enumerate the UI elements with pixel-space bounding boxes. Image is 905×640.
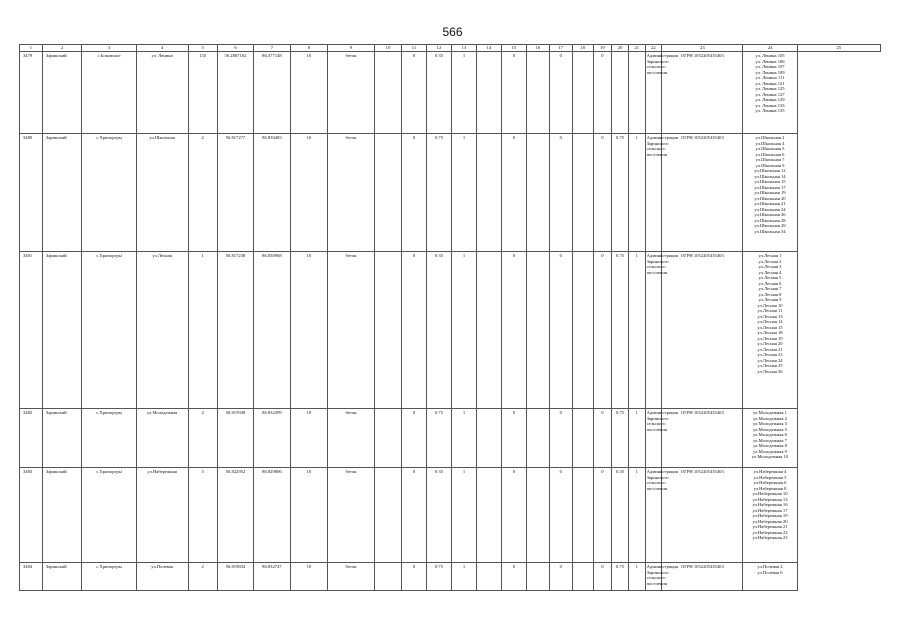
latitude: 56.815938 xyxy=(217,409,253,468)
address-item: ул.Молодежная 2 xyxy=(753,415,787,421)
address-item: ул.Лесная 26 xyxy=(757,368,783,374)
surface-type: бетон xyxy=(328,409,375,468)
house-number: 2 xyxy=(188,134,217,252)
street: ул.Лесная xyxy=(136,252,188,409)
col-22 xyxy=(628,52,645,134)
district: Заринский xyxy=(42,252,82,409)
col-20: 0 xyxy=(593,252,612,409)
address-item: ул.Набережная 17 xyxy=(752,507,788,513)
count: 10 xyxy=(290,563,327,591)
empty-cell xyxy=(526,563,549,591)
address-item: ул.Лесная 15 xyxy=(757,324,783,330)
empty-cell xyxy=(374,468,401,563)
col-18: 0 xyxy=(549,52,572,134)
empty-cell xyxy=(572,52,593,134)
address-item: ул.Лесная 3 xyxy=(758,264,782,269)
empty-cell xyxy=(526,252,549,409)
address-item: ул.Набережная 13 xyxy=(752,496,788,502)
col-21: 0.35 xyxy=(612,468,629,563)
address-item: ул.Набережная 6 xyxy=(753,480,787,485)
longitude: 86.829806 xyxy=(254,468,290,563)
col-20: 0 xyxy=(593,409,612,468)
col-13: 0.75 xyxy=(426,563,451,591)
address-item: ул.Лесная 2 xyxy=(758,258,782,264)
row-id: 3484 xyxy=(20,563,43,591)
column-number: 22 xyxy=(645,45,662,52)
row-id: 3480 xyxy=(20,134,43,252)
address-item: ул.Набережная 16 xyxy=(752,502,788,507)
address-item: ул. Ленина 133 xyxy=(755,102,785,108)
served-addresses xyxy=(743,134,797,252)
surface-type: бетон xyxy=(328,134,375,252)
longitude: 86.830483 xyxy=(254,134,290,252)
column-number: 19 xyxy=(593,45,612,52)
address-item: ул.Лесная 24 xyxy=(757,357,783,363)
address-item: ул.Школьная 6 xyxy=(755,151,785,157)
served-addresses xyxy=(743,409,797,468)
col-21: 0.75 xyxy=(612,563,629,591)
address-item: ул. Ленина 127 xyxy=(755,91,785,97)
col-18: 0 xyxy=(549,252,572,409)
settlement: с.Хрипоргры xyxy=(82,409,136,468)
address-item: ул. Ленина 121 xyxy=(755,80,785,86)
served-addresses xyxy=(743,563,797,591)
owner-name: Администрация Заринского сельского поселения xyxy=(645,563,662,591)
row-id: 3481 xyxy=(20,252,43,409)
empty-cell xyxy=(374,409,401,468)
column-number: 17 xyxy=(549,45,572,52)
latitude: 56.817277 xyxy=(217,134,253,252)
address-item: ул. Ленина 105 xyxy=(755,53,785,58)
col-16: 0 xyxy=(501,52,526,134)
column-number: 14 xyxy=(476,45,501,52)
surface-type: бетон xyxy=(328,468,375,563)
column-number: 16 xyxy=(526,45,549,52)
col-12: 0 xyxy=(402,563,427,591)
column-number: 20 xyxy=(612,45,629,52)
ogrn: ОГРН 1052205435403 xyxy=(662,252,743,409)
street: ул.Молодежная xyxy=(136,409,188,468)
col-21: 0.75 xyxy=(612,252,629,409)
col-21: 0.75 xyxy=(612,409,629,468)
address-item: ул.Лесная 4 xyxy=(758,269,782,275)
owner-name: Администрация Заринского сельского поселения xyxy=(645,52,662,134)
count: 10 xyxy=(290,134,327,252)
col-16: 0 xyxy=(501,468,526,563)
ogrn: ОГРН 1052205435403 xyxy=(662,563,743,591)
table-row xyxy=(20,252,881,409)
col-22: 1 xyxy=(628,134,645,252)
col-22: 1 xyxy=(628,252,645,409)
surface-type: бетон xyxy=(328,563,375,591)
address-item: ул.Набережная 21 xyxy=(752,524,788,529)
empty-cell xyxy=(476,52,501,134)
address-item: ул.Молодежная 9 xyxy=(753,448,787,454)
col-14: 1 xyxy=(451,134,476,252)
address-item: ул.Школьная 14 xyxy=(754,173,786,179)
address-item: ул.Школьная 15 xyxy=(754,179,786,184)
empty-cell xyxy=(476,409,501,468)
address-item: ул.Набережная 20 xyxy=(752,518,788,524)
latitude: 56.2807102 xyxy=(217,52,253,134)
table-row xyxy=(20,52,881,134)
col-16: 0 xyxy=(501,134,526,252)
owner-name: Администрация Заринского сельского поселения xyxy=(645,252,662,409)
count: 10 xyxy=(290,468,327,563)
address-item: ул.Школьная 21 xyxy=(754,201,786,206)
latitude: 56.819834 xyxy=(217,563,253,591)
empty-cell xyxy=(526,134,549,252)
settlement: с.Хрипоргры xyxy=(82,252,136,409)
address-item: ул.Молодежная 10 xyxy=(751,454,789,459)
address-item: ул.Лесная 21 xyxy=(757,346,783,352)
col-16: 0 xyxy=(501,409,526,468)
address-item: ул.Школьная 19 xyxy=(754,190,786,195)
address-item: ул.Полевая 6 xyxy=(757,569,783,575)
address-item: ул.Лесная 13 xyxy=(757,313,783,319)
column-number: 3 xyxy=(82,45,136,52)
served-addresses xyxy=(743,52,797,134)
empty-cell xyxy=(526,52,549,134)
address-item: ул.Школьная 26 xyxy=(754,212,786,217)
address-item: ул.Молодежная 3 xyxy=(753,421,787,426)
empty-cell xyxy=(476,563,501,591)
column-number: 25 xyxy=(797,45,880,52)
street: ул.Набережная xyxy=(136,468,188,563)
ogrn: ОГРН 1052205435403 xyxy=(662,468,743,563)
col-13: 0.75 xyxy=(426,409,451,468)
empty-cell xyxy=(526,468,549,563)
address-item: ул.Лесная 18 xyxy=(757,330,783,335)
col-18: 0 xyxy=(549,409,572,468)
column-number: 9 xyxy=(328,45,375,52)
street: ул.Школьная xyxy=(136,134,188,252)
address-item: ул.Молодежная 6 xyxy=(753,432,787,437)
owner-name: Администрация Заринского сельского поселения xyxy=(645,409,662,468)
page-number: 566 xyxy=(442,25,463,39)
address-item: ул.Молодежная 5 xyxy=(753,426,787,432)
address-item: ул.Лесная 23 xyxy=(757,352,783,357)
address-item: ул.Лесная 20 xyxy=(757,341,783,346)
address-item: ул.Набережная 19 xyxy=(752,513,788,518)
surface-type: бетон xyxy=(328,52,375,134)
longitude: 86.832399 xyxy=(254,409,290,468)
column-number: 6 xyxy=(217,45,253,52)
district: Заринский xyxy=(42,409,82,468)
served-addresses xyxy=(743,252,797,409)
col-13: 0.35 xyxy=(426,468,451,563)
address-item: ул.Школьная 4 xyxy=(755,140,785,146)
col-13: 0.35 xyxy=(426,52,451,134)
house-number: 1 xyxy=(188,252,217,409)
table-row xyxy=(20,134,881,252)
empty-cell xyxy=(374,134,401,252)
latitude: 56.817238 xyxy=(217,252,253,409)
col-18: 0 xyxy=(549,563,572,591)
col-20: 0 xyxy=(593,52,612,134)
column-number: 23 xyxy=(662,45,743,52)
address-item: ул. Ленина 129 xyxy=(755,97,785,102)
address-item: ул.Набережная 22 xyxy=(752,529,788,535)
owner-name: Администрация Заринского сельского поселения xyxy=(645,134,662,252)
settlement: с.Боковское xyxy=(82,52,136,134)
longitude: 86.830968 xyxy=(254,252,290,409)
address-item: ул. Ленина 109 xyxy=(755,69,785,75)
address-item: ул.Набережная 8 xyxy=(753,485,787,491)
district: Заринский xyxy=(42,468,82,563)
settlement: с.Хрипоргры xyxy=(82,563,136,591)
address-item: ул.Школьная 28 xyxy=(754,217,786,223)
address-item: ул. Ленина 107 xyxy=(755,64,785,69)
address-item: ул.Набережная 5 xyxy=(753,474,787,480)
house-number: 2 xyxy=(188,563,217,591)
column-number: 5 xyxy=(188,45,217,52)
table-row xyxy=(20,468,881,563)
address-item: ул.Школьная 9 xyxy=(755,162,785,168)
col-12: 0 xyxy=(402,468,427,563)
count: 10 xyxy=(290,52,327,134)
address-item: ул.Лесная 14 xyxy=(757,319,783,324)
address-item: ул.Лесная 5 xyxy=(758,275,782,280)
longitude: 86.377148 xyxy=(254,52,290,134)
address-item: ул.Лесная 10 xyxy=(757,302,783,308)
address-item: ул.Школьная 24 xyxy=(754,206,786,212)
column-number: 13 xyxy=(451,45,476,52)
empty-cell xyxy=(572,468,593,563)
settlement: с.Хрипоргры xyxy=(82,468,136,563)
col-14: 1 xyxy=(451,409,476,468)
address-item: ул.Молодежная 7 xyxy=(753,437,787,443)
empty-cell xyxy=(572,134,593,252)
empty-cell xyxy=(476,468,501,563)
empty-cell xyxy=(526,409,549,468)
count: 10 xyxy=(290,409,327,468)
longitude: 86.832747 xyxy=(254,563,290,591)
table-row xyxy=(20,409,881,468)
address-item: ул.Лесная 1 xyxy=(758,253,782,258)
column-number: 7 xyxy=(254,45,290,52)
address-item: ул. Ленина 135 xyxy=(755,108,785,113)
col-14: 1 xyxy=(451,52,476,134)
registry-table xyxy=(19,44,881,591)
column-number: 1 xyxy=(20,45,43,52)
address-item: ул.Школьная 12 xyxy=(754,168,786,173)
table-row xyxy=(20,563,881,591)
address-item: ул.Молодежная 8 xyxy=(753,443,787,448)
address-item: ул.Набережная 4 xyxy=(753,469,787,474)
address-item: ул.Лесная 6 xyxy=(758,280,782,286)
col-22: 1 xyxy=(628,468,645,563)
served-addresses xyxy=(743,468,797,563)
ogrn: ОГРН 1052205435403 xyxy=(662,134,743,252)
address-item: ул. Ленина 111 xyxy=(755,75,785,80)
empty-cell xyxy=(572,252,593,409)
col-21: 0.75 xyxy=(612,134,629,252)
count: 10 xyxy=(290,252,327,409)
address-item: ул.Лесная 11 xyxy=(757,308,783,313)
col-22: 1 xyxy=(628,563,645,591)
column-number: 4 xyxy=(136,45,188,52)
settlement: с.Хрипоргры xyxy=(82,134,136,252)
column-number: 15 xyxy=(501,45,526,52)
col-20: 0 xyxy=(593,563,612,591)
empty-cell xyxy=(476,134,501,252)
row-id: 3482 xyxy=(20,409,43,468)
ogrn: ОГРН 1052205435403 xyxy=(662,52,743,134)
address-item: ул.Лесная 25 xyxy=(757,363,783,368)
address-item: ул.Набережная 23 xyxy=(752,535,788,540)
col-20: 0 xyxy=(593,468,612,563)
address-item: ул.Школьная 17 xyxy=(754,184,786,190)
col-13: 0.35 xyxy=(426,252,451,409)
column-number: 10 xyxy=(374,45,401,52)
district: Заринский xyxy=(42,563,82,591)
street: ул. Ленина xyxy=(136,52,188,134)
column-number: 18 xyxy=(572,45,593,52)
empty-cell xyxy=(476,252,501,409)
ogrn: ОГРН 1052205435403 xyxy=(662,409,743,468)
col-18: 0 xyxy=(549,468,572,563)
address-item: ул.Школьная 34 xyxy=(754,228,786,234)
col-21 xyxy=(612,52,629,134)
address-item: ул.Школьная 2 xyxy=(755,135,785,140)
address-item: ул.Лесная 9 xyxy=(758,297,782,302)
col-22: 1 xyxy=(628,409,645,468)
empty-cell xyxy=(374,563,401,591)
address-item: ул.Лесная 8 xyxy=(758,291,782,297)
column-number-row xyxy=(20,45,881,52)
address-item: ул.Лесная 19 xyxy=(757,335,783,341)
address-item: ул.Школьная 7 xyxy=(755,157,785,162)
address-item: ул.Школьная 5 xyxy=(755,146,785,151)
empty-cell xyxy=(374,52,401,134)
empty-cell xyxy=(374,252,401,409)
address-item: ул.Школьная 20 xyxy=(754,195,786,201)
col-18: 0 xyxy=(549,134,572,252)
row-id: 3483 xyxy=(20,468,43,563)
column-number: 8 xyxy=(290,45,327,52)
column-number: 21 xyxy=(628,45,645,52)
col-12: 0 xyxy=(402,134,427,252)
address-item: ул. Ленина 106 xyxy=(755,58,785,64)
col-12: 0 xyxy=(402,52,427,134)
col-13: 0.75 xyxy=(426,134,451,252)
street: ул.Полевая xyxy=(136,563,188,591)
empty-cell xyxy=(572,409,593,468)
district: Заринский xyxy=(42,52,82,134)
col-12: 0 xyxy=(402,409,427,468)
col-20: 0 xyxy=(593,134,612,252)
address-item: ул.Набережная 10 xyxy=(752,491,788,496)
col-12: 0 xyxy=(402,252,427,409)
house-number: 135 xyxy=(188,52,217,134)
house-number: 2 xyxy=(188,409,217,468)
empty-cell xyxy=(572,563,593,591)
latitude: 56.822952 xyxy=(217,468,253,563)
col-16: 0 xyxy=(501,563,526,591)
row-id: 3479 xyxy=(20,52,43,134)
owner-name: Администрация Заринского сельского поселения xyxy=(645,468,662,563)
column-number: 12 xyxy=(426,45,451,52)
column-number: 24 xyxy=(743,45,797,52)
surface-type: бетон xyxy=(328,252,375,409)
house-number: 5 xyxy=(188,468,217,563)
address-item: ул.Школьная 29 xyxy=(754,223,786,228)
col-14: 1 xyxy=(451,468,476,563)
column-number: 11 xyxy=(402,45,427,52)
address-item: ул.Молодежная 1 xyxy=(753,410,787,415)
col-14: 1 xyxy=(451,563,476,591)
address-item: ул.Полевая 2 xyxy=(757,564,783,569)
col-14: 1 xyxy=(451,252,476,409)
address-item: ул. Ленина 125 xyxy=(755,86,785,91)
col-16: 0 xyxy=(501,252,526,409)
column-number: 2 xyxy=(42,45,82,52)
address-item: ул.Лесная 7 xyxy=(758,286,782,291)
district: Заринский xyxy=(42,134,82,252)
